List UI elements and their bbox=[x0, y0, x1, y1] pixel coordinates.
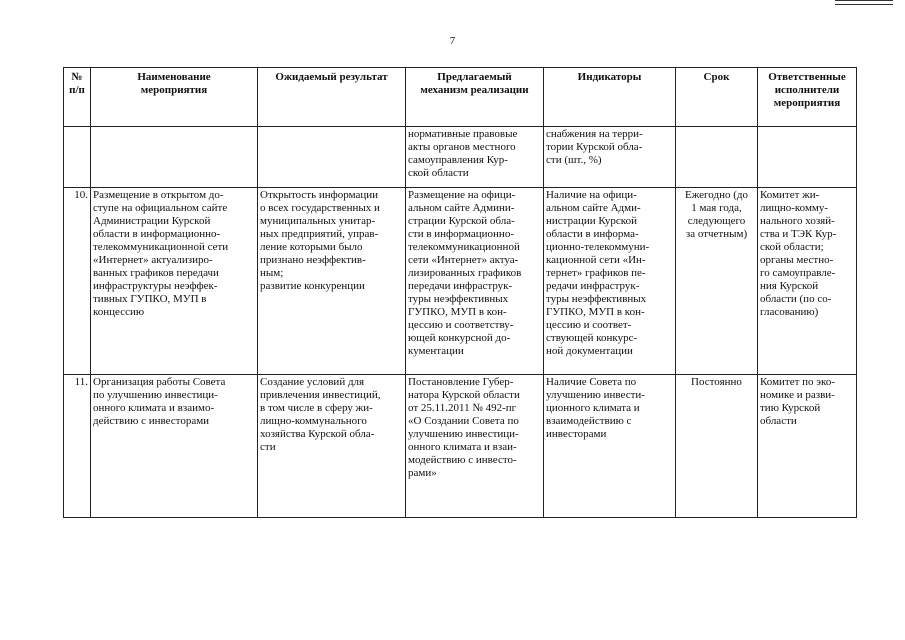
cell-mechanism: нормативные правовые акты органов местного самоуправления Кур- ской области bbox=[406, 127, 544, 188]
cell-number: 10. bbox=[64, 188, 91, 375]
header-number: № п/п bbox=[64, 68, 91, 127]
header-mechanism: Предлагаемый механизм реализации bbox=[406, 68, 544, 127]
header-term: Срок bbox=[676, 68, 758, 127]
cell-responsible bbox=[758, 127, 857, 188]
cell-mechanism: Постановление Губер- натора Курской области от 25.11.2011 № 492-пг «О Создании Совета по улучшению инвестици- онного климата и взаи- модействию с инвесто- рами» bbox=[406, 375, 544, 518]
table-row bbox=[64, 375, 857, 518]
cell-indicators: Наличие на офици- альном сайте Адми- нистрации Курской области в информа- ционно-телекоммуни- кационной сети «Ин- тернет» графиков пе- редачи инфраструк- туры неэффективных ГУПКО, МУП в кон- цессию и соответ- ствующей конкурс- ной документации bbox=[544, 188, 676, 375]
cell-name: Размещение в открытом до- ступе на официальном сайте Администрации Курской области в информационно- телекоммуникационной сети «Интернет» актуализиро- ванных графиков передачи инфраструктуры неэффек- тивных ГУПКО, МУП в концессию bbox=[91, 188, 258, 375]
cell-term bbox=[676, 127, 758, 188]
cell-term: Постоянно bbox=[676, 375, 758, 518]
cell-mechanism: Размещение на офици- альном сайте Админи- страции Курской обла- сти в информационно- телекоммуникационной сети «Интернет» актуа- лизированных графиков передачи инфраструк- туры неэффективных ГУПКО, МУП в кон- цессию и соответству- ющей конкурсной до- кументации bbox=[406, 188, 544, 375]
page-number: 7 bbox=[449, 35, 456, 47]
cell-name: Организация работы Совета по улучшению инвестици- онного климата и взаимо- действию с инвесторами bbox=[91, 375, 258, 518]
cell-number: 11. bbox=[64, 375, 91, 518]
cell-name bbox=[91, 127, 258, 188]
cell-indicators: Наличие Совета по улучшению инвести- ционного климата и взаимодействию с инвесторами bbox=[544, 375, 676, 518]
header-responsible: Ответственные исполнители мероприятия bbox=[758, 68, 857, 127]
cell-responsible: Комитет жи- лищно-комму- нального хозяй- ства и ТЭК Кур- ской области; органы местно- го самоуправле- ния Курской области (по со- гласованию) bbox=[758, 188, 857, 375]
header-name: Наименование мероприятия bbox=[91, 68, 258, 127]
table-row bbox=[64, 127, 857, 188]
cell-responsible: Комитет по эко- номике и разви- тию Курской области bbox=[758, 375, 857, 518]
cell-result: Открытость информации о всех государственных и муниципальных унитар- ных предприятий, управ- ление которыми было признано неэффектив- ным; развитие конкуренции bbox=[258, 188, 406, 375]
measures-table bbox=[63, 67, 857, 518]
cell-term: Ежегодно (до 1 мая года, следующего за отчетным) bbox=[676, 188, 758, 375]
header-result: Ожидаемый результат bbox=[258, 68, 406, 127]
header-indicators: Индикаторы bbox=[544, 68, 676, 127]
cell-indicators: снабжения на терри- тории Курской обла- сти (шт., %) bbox=[544, 127, 676, 188]
cell-number bbox=[64, 127, 91, 188]
table-row bbox=[64, 188, 857, 375]
table-header-row bbox=[64, 68, 857, 127]
cell-result: Создание условий для привлечения инвестиций, в том числе в сферу жи- лищно-коммунального хозяйства Курской обла- сти bbox=[258, 375, 406, 518]
corner-mark bbox=[835, 0, 893, 5]
cell-result bbox=[258, 127, 406, 188]
